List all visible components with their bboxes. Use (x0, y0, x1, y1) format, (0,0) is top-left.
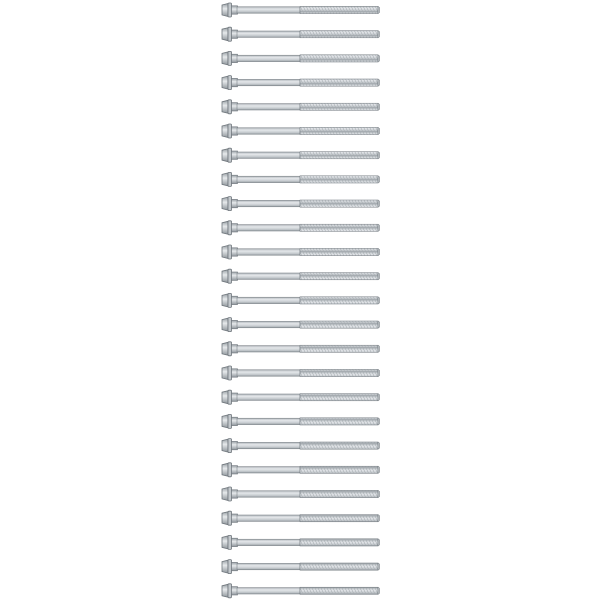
bolt-tip (378, 297, 380, 304)
bolt-shank (237, 297, 300, 303)
bolt-flange (228, 148, 232, 162)
bolt-head (222, 28, 228, 41)
bolt-head (222, 439, 228, 452)
bolt (222, 76, 380, 90)
bolt-tip (378, 127, 380, 134)
bolt-head (222, 584, 228, 597)
bolt-head (222, 512, 228, 525)
bolt-head (222, 270, 228, 283)
bolt-thread (300, 31, 378, 38)
bolt (222, 414, 380, 428)
bolt-shank (237, 321, 300, 327)
bolt-flange (228, 51, 232, 65)
bolt-collar (232, 54, 238, 62)
bolt-flange (228, 318, 232, 332)
bolt-flange (228, 439, 232, 453)
bolt (222, 439, 380, 453)
bolt-shank (237, 249, 300, 255)
bolt-collar (232, 151, 238, 159)
bolt (222, 463, 380, 477)
bolt-head (222, 197, 228, 210)
bolt-flange (228, 560, 232, 574)
bolt-thread (300, 587, 378, 594)
bolt-shank (237, 273, 300, 279)
bolt (222, 584, 380, 598)
bolt-shank (237, 55, 300, 61)
bolt-head (222, 294, 228, 307)
bolt-tip (378, 442, 380, 449)
bolt (222, 535, 380, 549)
bolt-shank (237, 7, 300, 13)
bolt-flange (228, 511, 232, 525)
bolt-flange (228, 124, 232, 138)
bolt-collar (232, 103, 238, 111)
bolt-thread (300, 418, 378, 425)
bolt-head (222, 246, 228, 259)
bolt-shank (237, 515, 300, 521)
bolt-flange (228, 3, 232, 17)
bolt-collar (232, 30, 238, 38)
bolt-tip (378, 248, 380, 255)
bolt-tip (378, 515, 380, 522)
bolt-flange (228, 584, 232, 598)
bolt (222, 100, 380, 114)
bolt-shank (237, 152, 300, 158)
bolt-head (222, 52, 228, 65)
bolt (222, 148, 380, 162)
bolt-collar (232, 514, 238, 522)
bolt-shank (237, 491, 300, 497)
bolt-shank (237, 128, 300, 134)
bolt-head (222, 488, 228, 501)
bolt-head (222, 318, 228, 331)
bolt-tip (378, 273, 380, 280)
bolt-flange (228, 390, 232, 404)
bolt-tip (378, 587, 380, 594)
bolt-flange (228, 487, 232, 501)
bolt-flange (228, 172, 232, 186)
bolt-shank (237, 539, 300, 545)
bolt (222, 124, 380, 138)
bolt-head (222, 342, 228, 355)
bolt-tip (378, 224, 380, 231)
bolt (222, 269, 380, 283)
bolt-shank (237, 346, 300, 352)
bolt (222, 511, 380, 525)
bolt-collar (232, 175, 238, 183)
bolt-tip (378, 345, 380, 352)
bolt-tip (378, 466, 380, 473)
bolt-tip (378, 55, 380, 62)
bolt-head (222, 149, 228, 162)
bolt-shank (237, 394, 300, 400)
bolt-shank (237, 563, 300, 569)
bolt-head (222, 173, 228, 186)
bolt-collar (232, 224, 238, 232)
bolt (222, 221, 380, 235)
bolt-shank (237, 588, 300, 594)
bolt (222, 342, 380, 356)
bolt-thread (300, 152, 378, 159)
bolt-collar (232, 78, 238, 86)
bolt-head (222, 125, 228, 138)
bolt-thread (300, 466, 378, 473)
bolt-thread (300, 321, 378, 328)
bolt-flange (228, 463, 232, 477)
bolt (222, 197, 380, 211)
bolt-shank (237, 200, 300, 206)
bolt-head (222, 536, 228, 549)
bolt-flange (228, 269, 232, 283)
bolt (222, 3, 380, 17)
bolt-tip (378, 418, 380, 425)
bolt-tip (378, 31, 380, 38)
bolt (222, 172, 380, 186)
bolt (222, 487, 380, 501)
bolt-thread (300, 6, 378, 13)
bolt (222, 245, 380, 259)
bolt-collar (232, 127, 238, 135)
bolt-thread (300, 394, 378, 401)
bolt-collar (232, 466, 238, 474)
bolt-flange (228, 414, 232, 428)
bolt-flange (228, 27, 232, 41)
bolt-thread (300, 539, 378, 546)
bolt-collar (232, 320, 238, 328)
bolt-tip (378, 103, 380, 110)
bolt-collar (232, 441, 238, 449)
bolt-thread (300, 490, 378, 497)
bolt-collar (232, 248, 238, 256)
bolt-thread (300, 369, 378, 376)
bolt-head (222, 560, 228, 573)
bolt-flange (228, 342, 232, 356)
bolt-head (222, 367, 228, 380)
bolt-flange (228, 221, 232, 235)
bolt-flange (228, 100, 232, 114)
bolt-thread (300, 55, 378, 62)
bolt-tip (378, 394, 380, 401)
bolt (222, 560, 380, 574)
bolt-collar (232, 393, 238, 401)
bolt (222, 27, 380, 41)
bolt-thread (300, 248, 378, 255)
bolt-thread (300, 273, 378, 280)
bolt-shank (237, 370, 300, 376)
bolt-flange (228, 197, 232, 211)
bolt-head (222, 463, 228, 476)
bolt-head (222, 76, 228, 89)
bolt-tip (378, 563, 380, 570)
bolt-collar (232, 199, 238, 207)
bolt-thread (300, 176, 378, 183)
bolt-thread (300, 442, 378, 449)
bolt-tip (378, 79, 380, 86)
bolt-shank (237, 467, 300, 473)
bolt-flange (228, 366, 232, 380)
bolt-shank (237, 418, 300, 424)
bolt-head (222, 415, 228, 428)
bolt-thread (300, 200, 378, 207)
bolt-tip (378, 152, 380, 159)
bolt (222, 366, 380, 380)
bolt-shank (237, 79, 300, 85)
bolt-thread (300, 103, 378, 110)
bolt-head (222, 100, 228, 113)
bolt-collar (232, 345, 238, 353)
bolt-thread (300, 79, 378, 86)
bolt-flange (228, 76, 232, 90)
bolt-thread (300, 224, 378, 231)
bolt-shank (237, 225, 300, 231)
bolt-tip (378, 176, 380, 183)
bolt (222, 318, 380, 332)
bolt-shank (237, 104, 300, 110)
bolt-tip (378, 6, 380, 13)
bolt-stack (222, 3, 380, 598)
bolt-head (222, 4, 228, 17)
bolt-tip (378, 321, 380, 328)
bolt-flange (228, 293, 232, 307)
bolt-collar (232, 369, 238, 377)
bolt (222, 293, 380, 307)
bolt-tip (378, 369, 380, 376)
bolt-collar (232, 417, 238, 425)
bolt-flange (228, 535, 232, 549)
bolt-tip (378, 539, 380, 546)
bolt-thread (300, 345, 378, 352)
bolt-thread (300, 515, 378, 522)
bolt-collar (232, 562, 238, 570)
bolt-collar (232, 538, 238, 546)
bolt-tip (378, 200, 380, 207)
bolt-collar (232, 272, 238, 280)
bolt-head (222, 221, 228, 234)
bolt-thread (300, 297, 378, 304)
bolt (222, 390, 380, 404)
bolt-collar (232, 6, 238, 14)
bolt-tip (378, 490, 380, 497)
bolt-shank (237, 31, 300, 37)
bolt-collar (232, 490, 238, 498)
bolt-shank (237, 442, 300, 448)
bolt-collar (232, 296, 238, 304)
bolt-flange (228, 245, 232, 259)
bolt-head (222, 391, 228, 404)
bolt-collar (232, 587, 238, 595)
bolt-thread (300, 127, 378, 134)
bolt (222, 51, 380, 65)
bolt-thread (300, 563, 378, 570)
bolt-shank (237, 176, 300, 182)
